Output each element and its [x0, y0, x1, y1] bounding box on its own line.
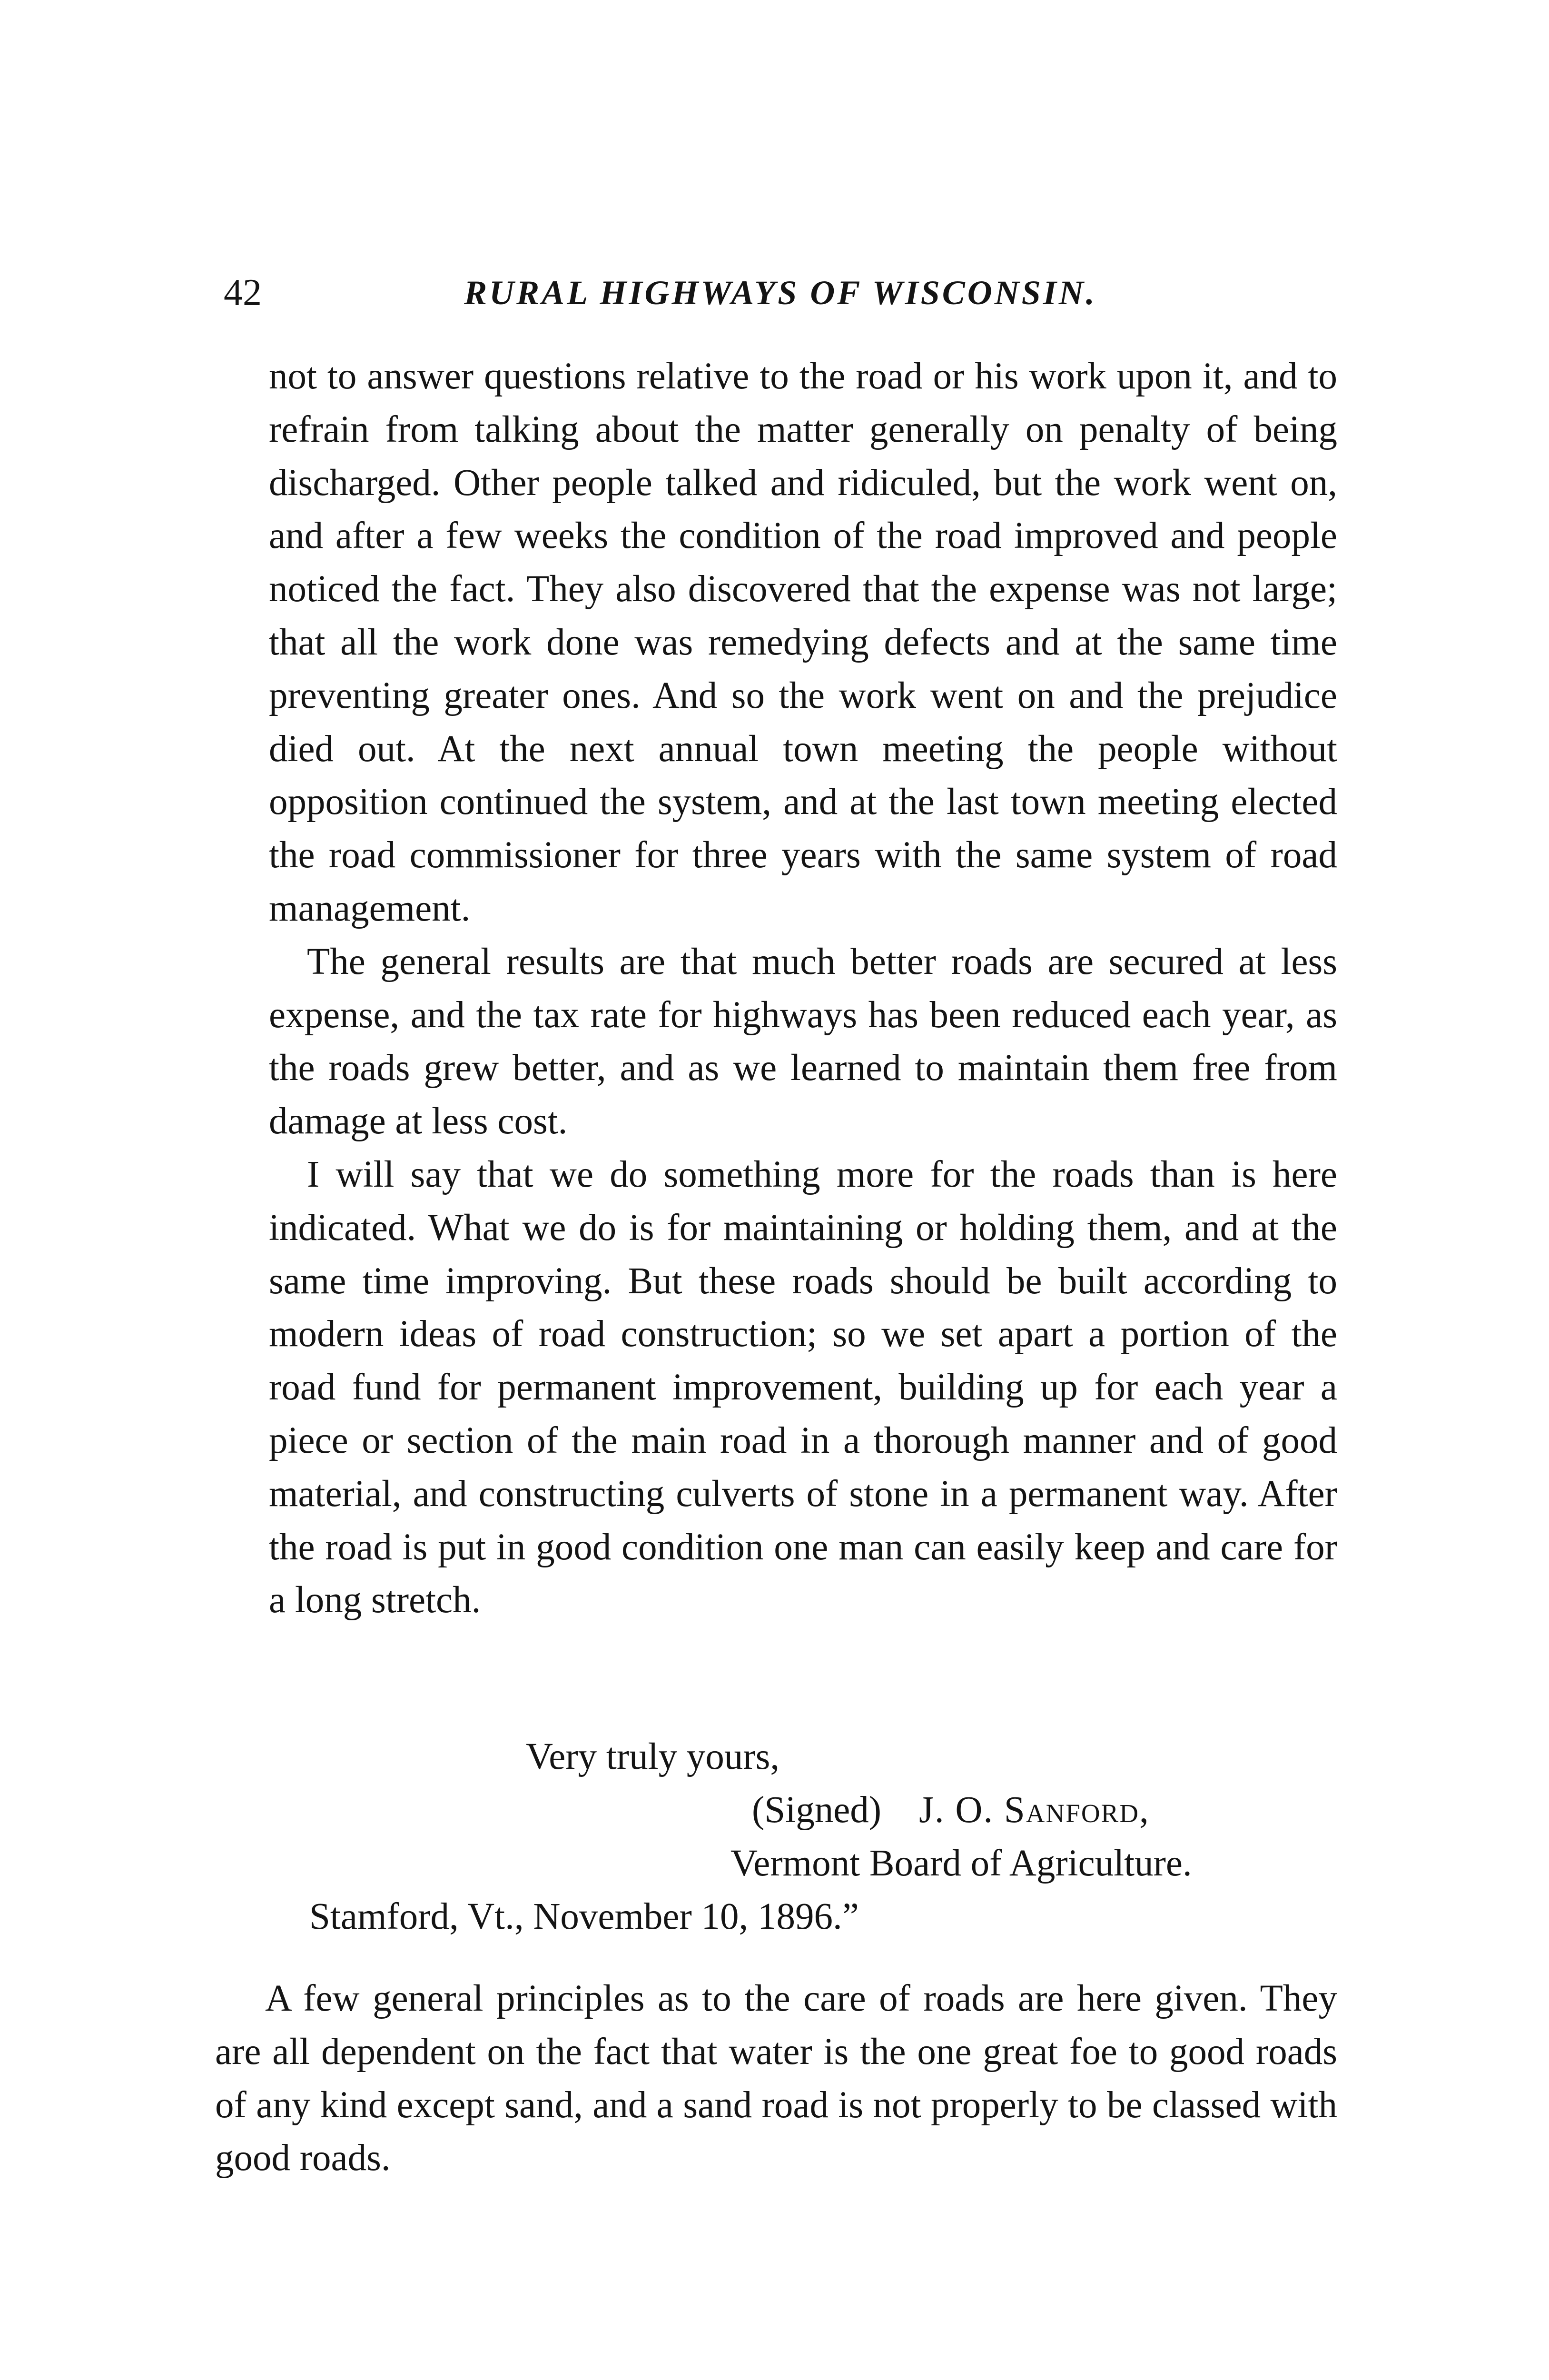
- signer-name: J. O. Sanford,: [919, 1789, 1150, 1831]
- running-head: [224, 267, 1337, 319]
- signed-prefix: (Signed): [752, 1789, 882, 1831]
- letter-paragraph-3: I will say that we do something more for the roads than is here indicated. What we do is for maintaining or holding them, and at the same time improving. But these roads should be built according to modern ideas of road construction; so we set apart a portion of the road fund for permanent improvement, building up for each year a piece or section of the main road in a thorough manner and of good material, and constructing culverts of stone in a permanent way. After the road is put in good condition one man can easily keep and care for a long stretch.: [269, 1153, 1337, 1621]
- letter-dateline: Stamford, Vt., November 10, 1896.”: [309, 1896, 859, 1937]
- letter-paragraph-1: not to answer questions relative to the road or his work upon it, and to refrain from talking about the matter generally on penalty of being discharged. Other people talked and ridiculed, but the work went on, and after a few weeks the condition of the road improved and people noticed the fact. They also discovered that the expense was not large; that all the work done was remedying defects and at the same time preventing greater ones. And so the work went on and the prejudice died out. At the next annual town meeting the people without opposition continued the system, and at the last town meeting elected the road commissioner for three years with the same system of road management.: [269, 356, 1337, 929]
- letter-closing: Very truly yours,: [526, 1736, 780, 1777]
- signature-line: [752, 1784, 1150, 1837]
- main-paragraph: A few general principles as to the care of roads are here given. They are all dependent on the fact that water is the one great foe to good roads of any kind except sand, and a sand road is not properly to be classed with good roads.: [215, 1978, 1337, 2179]
- signer-affiliation: Vermont Board of Agriculture.: [730, 1843, 1192, 1884]
- page-number: 42: [224, 272, 262, 314]
- running-title: RURAL HIGHWAYS OF WISCONSIN.: [464, 274, 1097, 312]
- main-text: [215, 1972, 1337, 2185]
- letter-paragraph-2: The general results are that much better roads are secured at less expense, and the tax rate for highways has been reduced each year, as the roads grew better, and as we learned to maintain them free from damage at less cost.: [269, 941, 1337, 1142]
- quoted-letter: [269, 350, 1337, 1627]
